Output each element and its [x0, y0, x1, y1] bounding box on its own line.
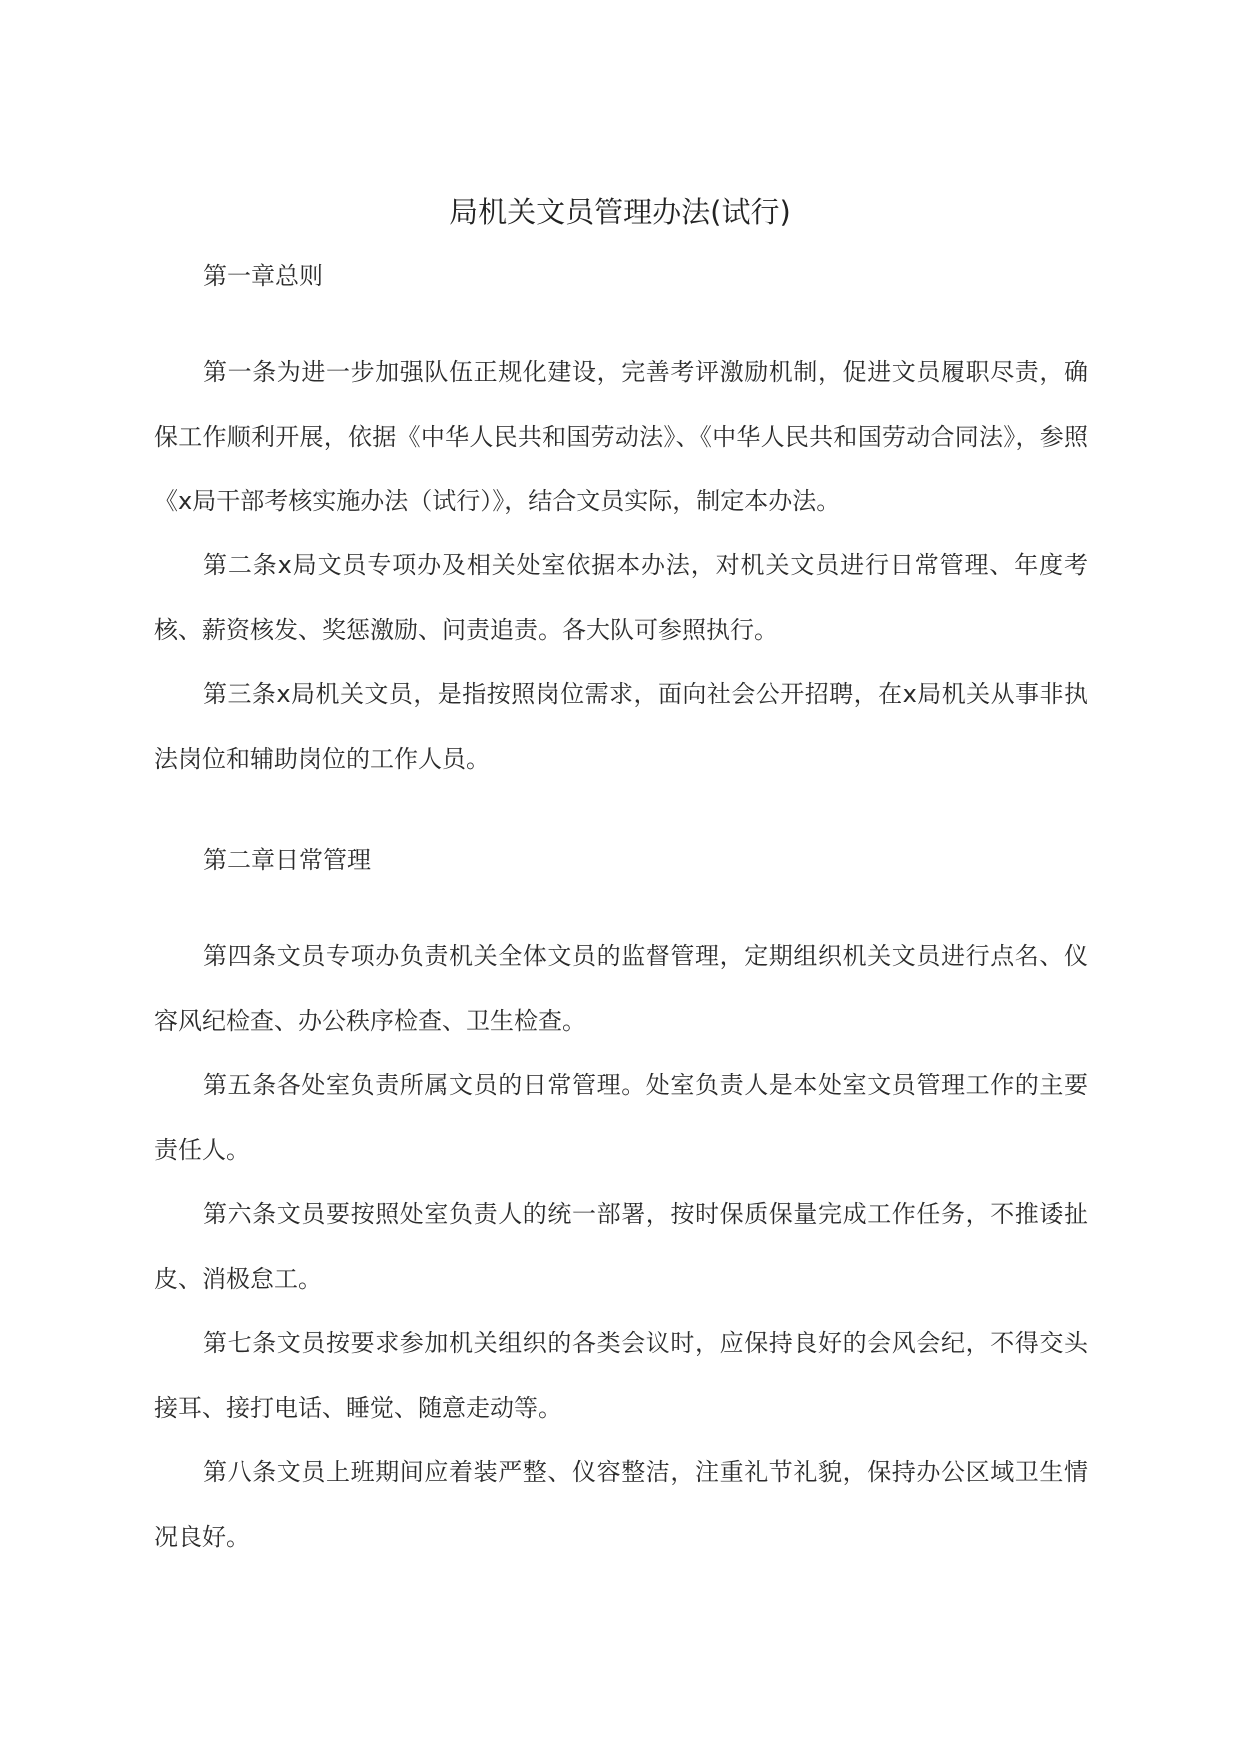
- document-title: 局机关文员管理办法(试行): [449, 195, 791, 229]
- chapter-heading-1: 第一章总则: [203, 262, 323, 290]
- chapter-heading-2: 第二章日常管理: [203, 846, 371, 874]
- article-4: 第四条文员专项办负责机关全体文员的监督管理，定期组织机关文员进行点名、仪容风纪检查、办公秩序检查、卫生检查。: [154, 942, 1088, 1035]
- article-3: 第三条x局机关文员，是指按照岗位需求，面向社会公开招聘，在x局机关从事非执法岗位和辅助岗位的工作人员。: [154, 680, 1088, 773]
- article-2: 第二条x局文员专项办及相关处室依据本办法，对机关文员进行日常管理、年度考核、薪资核发、奖惩激励、问责追责。各大队可参照执行。: [154, 551, 1088, 644]
- article-6: 第六条文员要按照处室负责人的统一部署，按时保质保量完成工作任务，不推诿扯皮、消极怠工。: [154, 1200, 1088, 1293]
- article-5: 第五条各处室负责所属文员的日常管理。处室负责人是本处室文员管理工作的主要责任人。: [154, 1071, 1088, 1164]
- article-8: 第八条文员上班期间应着装严整、仪容整洁，注重礼节礼貌，保持办公区域卫生情况良好。: [154, 1458, 1088, 1551]
- article-1: 第一条为进一步加强队伍正规化建设，完善考评激励机制，促进文员履职尽责，确保工作顺利开展，依据《中华人民共和国劳动法》、《中华人民共和国劳动合同法》，参照《x局干部考核实施办法（试行）》，结合文员实际，制定本办法。: [154, 358, 1088, 515]
- article-7: 第七条文员按要求参加机关组织的各类会议时，应保持良好的会风会纪，不得交头接耳、接打电话、睡觉、随意走动等。: [154, 1329, 1088, 1422]
